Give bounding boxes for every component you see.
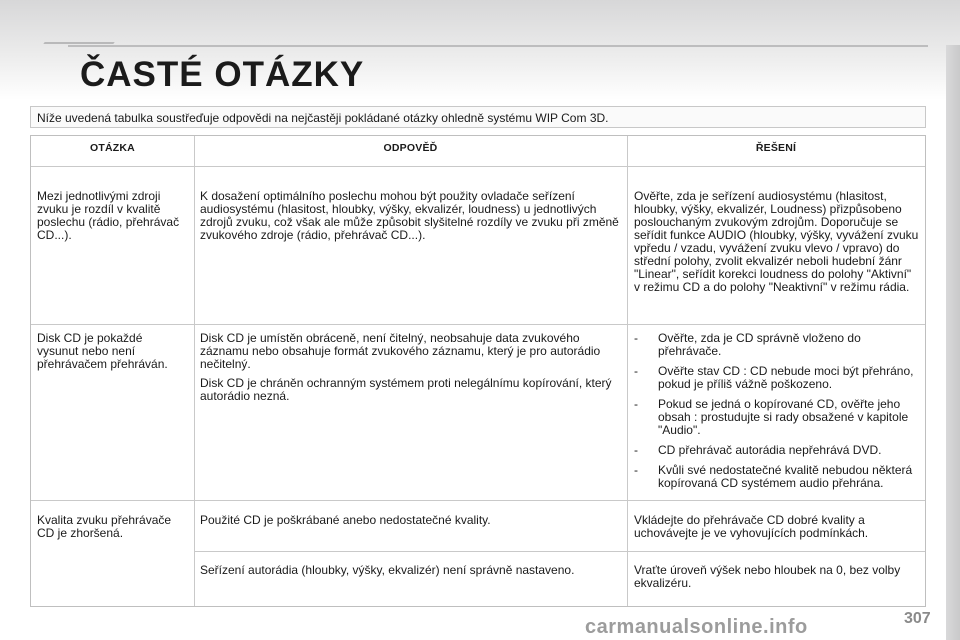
watermark: carmanualsonline.info [585,616,808,638]
header-rule [68,45,928,47]
list-item [634,332,920,358]
list-dash: - [634,364,638,378]
row1-solution: Ověřte, zda je seřízení audiosystému (hlasitost, hloubky, výšky, ekvalizér, Loudness) přizpůsobeno poslouchaným zvukovým zdrojům. Doporučuje se seřídit funkce AUDIO (hloubky, výšky, vyvážení zvuku vpředu / vzadu, vyvážení zvuku vlevo / vpravo) do střední polohy, zvolit ekvalizér neboli hudební žánr "Linear", seřídit korekci loudness do polohy "Aktivní" v režimu CD a do polohy "Neaktivní" v režimu rádia. [634,189,919,294]
row2-solution [634,332,920,497]
row3-question: Kvalita zvuku přehrávače CD je zhoršená. [37,513,172,540]
solution-list [634,332,920,490]
list-item [634,365,920,391]
row1-question: Mezi jednotlivými zdroji zvuku je rozdíl v kvalitě poslechu (rádio, přehrávač CD...). [37,189,180,242]
faq-table [30,135,926,607]
list-item [634,464,920,490]
row3-answer: Použité CD je poškrábané anebo nedostatečné kvality. [200,513,491,527]
list-item [634,398,920,437]
list-item-text: Kvůli své nedostatečné kvalitě nebudou některá kopírovaná CD systémem audio přehrána. [658,463,913,490]
list-dash: - [634,443,638,457]
header-solution: ŘEŠENÍ [755,142,797,154]
list-item-text: Pokud se jedná o kopírované CD, ověřte jeho obsah : prostudujte si rady obsažené v kapitole "Audio". [658,397,909,437]
list-item-text: Ověřte stav CD : CD nebude moci být přehráno, pokud je příliš vážně poškozeno. [658,364,914,391]
list-item-text: Ověřte, zda je CD správně vloženo do přehrávače. [658,331,861,358]
row4-answer: Seřízení autorádia (hloubky, výšky, ekvalizér) není správně nastaveno. [200,563,575,577]
page-edge-strip [946,45,960,640]
row2-answer [200,332,620,409]
column-divider [627,136,628,606]
row3-solution: Vkládejte do přehrávače CD dobré kvality a uchovávejte je ve vyhovujících podmínkách. [634,513,869,540]
intro-text: Níže uvedená tabulka soustřeďuje odpovědi na nejčastěji pokládané otázky ohledně systému WIP Com 3D. [30,106,926,128]
row2-question: Disk CD je pokaždé vysunut nebo není přehrávačem přehráván. [37,331,168,371]
row4-solution: Vraťte úroveň výšek nebo hloubek na 0, bez volby ekvalizéru. [634,563,901,590]
row-divider [31,166,925,167]
header-question: OTÁZKA [90,142,135,154]
row-divider [194,551,925,552]
header-answer: ODPOVĚĎ [383,142,438,154]
column-divider [194,136,195,606]
list-item-text: CD přehrávač autorádia nepřehrává DVD. [658,443,882,457]
page-title: ČASTÉ OTÁZKY [80,55,365,94]
list-dash: - [634,397,638,411]
list-dash: - [634,331,638,345]
row2-answer-paragraph: Disk CD je umístěn obráceně, není čitelný, neobsahuje data zvukového záznamu nebo obsahuje formát zvukového záznamu, který je pro autorádio nečitelný. [200,331,601,371]
row1-answer: K dosažení optimálního poslechu mohou být použity ovladače seřízení audiosystému (hlasitost, hloubky, výšky, ekvalizér, loudness) u jednotlivých zdrojů zvuku, což však ale může způsobit slyšitelné rozdíly ve zvuku při změně zvukového zdroje (rádio, přehrávač CD...). [200,189,619,242]
row-divider [31,500,925,501]
page-number: 307 [904,610,931,627]
list-dash: - [634,463,638,477]
list-item [634,444,920,457]
row2-answer-paragraph: Disk CD je chráněn ochranným systémem proti nelegálnímu kopírování, který autorádio nezná. [200,376,612,403]
row-divider [31,324,925,325]
